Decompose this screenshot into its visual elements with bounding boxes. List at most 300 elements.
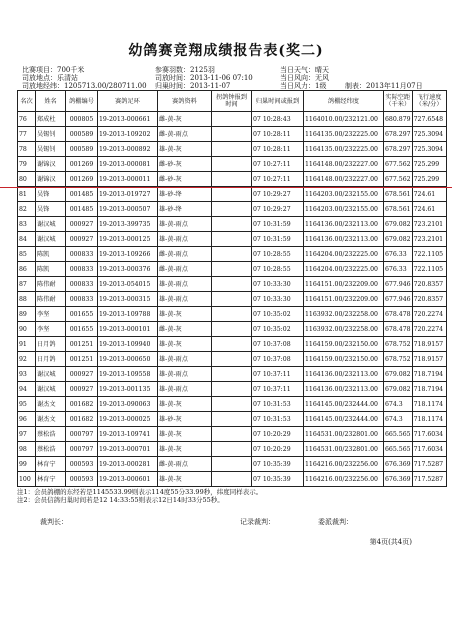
rank-cell: 82 xyxy=(18,202,36,217)
speed-cell: 718.7194 xyxy=(412,382,446,397)
referee-signature: 裁判长： xyxy=(40,518,68,526)
loft-no-cell: 001269 xyxy=(66,157,98,172)
info-cell: 雄-黄-灰 xyxy=(158,142,212,157)
meta-wind: 当日风向：无风 xyxy=(280,74,329,82)
table-row xyxy=(18,397,447,412)
info-cell: 雌-黄-雨点 xyxy=(158,262,212,277)
info-cell: 雄-黄-灰 xyxy=(158,442,212,457)
info-cell: 雄-黄-灰 xyxy=(158,472,212,487)
name-cell: 李坚 xyxy=(36,307,66,322)
ring-cell: 19-2013-000025 xyxy=(98,412,158,427)
header-distance: 实际空距（千米） xyxy=(384,91,413,112)
rank-cell: 86 xyxy=(18,262,36,277)
distance-cell: 678.478 xyxy=(384,307,413,322)
clock-cell xyxy=(212,352,252,367)
rank-cell: 99 xyxy=(18,457,36,472)
distance-cell: 677.562 xyxy=(384,157,413,172)
coords-cell: 1164145.00/232444.00 xyxy=(304,412,384,427)
return-time-cell: 07 10:37:11 xyxy=(252,367,304,382)
return-time-cell: 07 10:35:39 xyxy=(252,472,304,487)
speed-cell: 717.5287 xyxy=(412,472,446,487)
coords-cell: 1164203.00/232155.00 xyxy=(304,187,384,202)
meta-return-time: 归巢时间：2013-11-07 xyxy=(155,82,231,90)
name-cell: 李坚 xyxy=(36,322,66,337)
rank-cell: 91 xyxy=(18,337,36,352)
rank-cell: 96 xyxy=(18,412,36,427)
recorder-signature: 记录裁判： xyxy=(240,518,275,526)
distance-cell: 676.33 xyxy=(384,262,413,277)
meta-release-place: 司放地点：乐清站 xyxy=(22,74,78,82)
table-row xyxy=(18,412,447,427)
name-cell: 吴锋 xyxy=(36,187,66,202)
meta-release-time: 司放时间：2013-11-06 07:10 xyxy=(155,74,253,82)
info-cell: 雌-黄-灰 xyxy=(158,322,212,337)
name-cell: 谢汉城 xyxy=(36,382,66,397)
coords-cell: 1164151.00/232209.00 xyxy=(304,292,384,307)
rank-cell: 77 xyxy=(18,127,36,142)
return-time-cell: 07 10:28:55 xyxy=(252,247,304,262)
distance-cell: 674.3 xyxy=(384,412,413,427)
coords-cell: 1164216.00/232256.00 xyxy=(304,457,384,472)
table-row xyxy=(18,232,447,247)
table-row xyxy=(18,322,447,337)
return-time-cell: 07 10:35:39 xyxy=(252,457,304,472)
info-cell: 雄-黄-雨点 xyxy=(158,367,212,382)
info-cell: 雄-黄-灰 xyxy=(158,307,212,322)
speed-cell: 720.2274 xyxy=(412,322,446,337)
speed-cell: 725.299 xyxy=(412,157,446,172)
coords-cell: 1164204.00/232225.00 xyxy=(304,247,384,262)
return-time-cell: 07 10:31:53 xyxy=(252,397,304,412)
coords-cell: 1163932.00/232258.00 xyxy=(304,307,384,322)
ring-cell: 19-2013-399735 xyxy=(98,217,158,232)
info-cell: 雌-砂-灰 xyxy=(158,157,212,172)
speed-cell: 717.5287 xyxy=(412,457,446,472)
return-time-cell: 07 10:20:29 xyxy=(252,442,304,457)
name-cell: 蔡松浩 xyxy=(36,427,66,442)
speed-cell: 722.1105 xyxy=(412,262,446,277)
table-row xyxy=(18,127,447,142)
distance-cell: 677.562 xyxy=(384,172,413,187)
distance-cell: 679.082 xyxy=(384,232,413,247)
coords-cell: 1164135.00/232225.00 xyxy=(304,142,384,157)
name-cell: 陈凯 xyxy=(36,247,66,262)
loft-no-cell: 001682 xyxy=(66,397,98,412)
rank-cell: 97 xyxy=(18,427,36,442)
info-cell: 雄-黄-灰 xyxy=(158,397,212,412)
header-speed: 飞行速度（米/分） xyxy=(412,91,446,112)
coords-cell: 1164204.00/232225.00 xyxy=(304,262,384,277)
speed-cell: 725.299 xyxy=(412,172,446,187)
rank-cell: 93 xyxy=(18,367,36,382)
name-cell: 吴锋 xyxy=(36,202,66,217)
clock-cell xyxy=(212,382,252,397)
speed-cell: 720.2274 xyxy=(412,307,446,322)
clock-cell xyxy=(212,472,252,487)
return-time-cell: 07 10:27:11 xyxy=(252,157,304,172)
name-cell: 林育宁 xyxy=(36,472,66,487)
table-row xyxy=(18,292,447,307)
ring-cell: 19-2013-109266 xyxy=(98,247,158,262)
ring-cell: 19-2013-000081 xyxy=(98,157,158,172)
coords-cell: 1164151.00/232209.00 xyxy=(304,277,384,292)
name-cell: 陈凯 xyxy=(36,262,66,277)
ring-cell: 19-2013-000701 xyxy=(98,442,158,457)
return-time-cell: 07 10:37:11 xyxy=(252,382,304,397)
distance-cell: 679.082 xyxy=(384,367,413,382)
table-row xyxy=(18,142,447,157)
table-row xyxy=(18,442,447,457)
info-cell: 雄-砂-绛 xyxy=(158,202,212,217)
table-row xyxy=(18,337,447,352)
rank-cell: 84 xyxy=(18,232,36,247)
coords-cell: 1164136.00/232113.00 xyxy=(304,367,384,382)
clock-cell xyxy=(212,307,252,322)
ring-cell: 19-2013-000892 xyxy=(98,142,158,157)
header-rank: 名次 xyxy=(18,91,36,112)
loft-no-cell: 001682 xyxy=(66,412,98,427)
meta-count: 参赛羽数：2125羽 xyxy=(155,66,215,74)
report-title: 幼鸽赛竞翔成绩报告表(奖二) xyxy=(128,43,324,59)
coords-cell: 1164531.00/232801.00 xyxy=(304,427,384,442)
return-time-cell: 07 10:35:02 xyxy=(252,307,304,322)
info-cell: 雄-黄-雨点 xyxy=(158,292,212,307)
results-table xyxy=(17,90,447,487)
clock-cell xyxy=(212,277,252,292)
ring-cell: 19-2013-109788 xyxy=(98,307,158,322)
distance-cell: 677.946 xyxy=(384,277,413,292)
speed-cell: 717.6034 xyxy=(412,427,446,442)
table-row xyxy=(18,352,447,367)
clock-cell xyxy=(212,442,252,457)
info-cell: 雄-黄-雨点 xyxy=(158,352,212,367)
ring-cell: 19-2013-000315 xyxy=(98,292,158,307)
coords-cell: 1164216.00/232256.00 xyxy=(304,472,384,487)
ring-cell: 19-2013-001135 xyxy=(98,382,158,397)
loft-no-cell: 000589 xyxy=(66,142,98,157)
ring-cell: 19-2013-000281 xyxy=(98,457,158,472)
coords-cell: 1164135.00/232225.00 xyxy=(304,127,384,142)
name-cell: 谢杰文 xyxy=(36,412,66,427)
clock-cell xyxy=(212,217,252,232)
loft-no-cell: 000927 xyxy=(66,367,98,382)
name-cell: 日月鸽 xyxy=(36,337,66,352)
name-cell: 谢杰文 xyxy=(36,397,66,412)
loft-no-cell: 001485 xyxy=(66,187,98,202)
table-row xyxy=(18,262,447,277)
table-row xyxy=(18,307,447,322)
speed-cell: 724.61 xyxy=(412,187,446,202)
coords-cell: 1164159.00/232150.00 xyxy=(304,337,384,352)
distance-cell: 678.752 xyxy=(384,352,413,367)
loft-no-cell: 000797 xyxy=(66,427,98,442)
note-2: 注2：会员信鸽归巢时间若是12 14:33:55则表示12日14时33分55秒。 xyxy=(17,496,224,504)
return-time-cell: 07 10:29:27 xyxy=(252,202,304,217)
return-time-cell: 07 10:28:11 xyxy=(252,127,304,142)
name-cell: 谢锦汉 xyxy=(36,157,66,172)
return-time-cell: 07 10:31:53 xyxy=(252,412,304,427)
loft-no-cell: 001655 xyxy=(66,307,98,322)
speed-cell: 720.8357 xyxy=(412,292,446,307)
red-divider-line xyxy=(0,187,452,188)
info-cell: 雌-黄-雨点 xyxy=(158,127,212,142)
name-cell: 吴锡钊 xyxy=(36,142,66,157)
name-cell: 蔡松浩 xyxy=(36,442,66,457)
clock-cell xyxy=(212,127,252,142)
rank-cell: 87 xyxy=(18,277,36,292)
distance-cell: 676.369 xyxy=(384,457,413,472)
name-cell: 日月鸽 xyxy=(36,352,66,367)
loft-no-cell: 000833 xyxy=(66,262,98,277)
ring-cell: 19-2013-000376 xyxy=(98,262,158,277)
rank-cell: 95 xyxy=(18,397,36,412)
rank-cell: 80 xyxy=(18,172,36,187)
info-cell: 雄-黄-雨点 xyxy=(158,382,212,397)
clock-cell xyxy=(212,292,252,307)
coords-cell: 1164148.00/232227.00 xyxy=(304,172,384,187)
table-row xyxy=(18,112,447,127)
rank-cell: 76 xyxy=(18,112,36,127)
coords-cell: 1164203.00/232155.00 xyxy=(304,202,384,217)
rank-cell: 98 xyxy=(18,442,36,457)
speed-cell: 722.1105 xyxy=(412,247,446,262)
speed-cell: 717.6034 xyxy=(412,442,446,457)
table-row xyxy=(18,427,447,442)
coords-cell: 1163932.00/232258.00 xyxy=(304,322,384,337)
distance-cell: 678.561 xyxy=(384,202,413,217)
table-row xyxy=(18,367,447,382)
info-cell: 雌-砂-灰 xyxy=(158,172,212,187)
coords-cell: 1164159.00/232150.00 xyxy=(304,352,384,367)
speed-cell: 725.3094 xyxy=(412,127,446,142)
loft-no-cell: 000833 xyxy=(66,277,98,292)
speed-cell: 724.61 xyxy=(412,202,446,217)
loft-no-cell: 001251 xyxy=(66,352,98,367)
clock-cell xyxy=(212,457,252,472)
distance-cell: 680.879 xyxy=(384,112,413,127)
distance-cell: 676.369 xyxy=(384,472,413,487)
ring-cell: 19-2013-054015 xyxy=(98,277,158,292)
return-time-cell: 07 10:31:59 xyxy=(252,217,304,232)
return-time-cell: 07 10:33:30 xyxy=(252,292,304,307)
speed-cell: 723.2101 xyxy=(412,232,446,247)
return-time-cell: 07 10:35:02 xyxy=(252,322,304,337)
loft-no-cell: 001485 xyxy=(66,202,98,217)
loft-no-cell: 000593 xyxy=(66,472,98,487)
header-info: 赛鸽资料 xyxy=(158,91,212,112)
distance-cell: 678.478 xyxy=(384,322,413,337)
return-time-cell: 07 10:37:08 xyxy=(252,337,304,352)
loft-no-cell: 000927 xyxy=(66,217,98,232)
rank-cell: 85 xyxy=(18,247,36,262)
coords-cell: 1164148.00/232227.00 xyxy=(304,157,384,172)
meta-weather: 当日天气：晴天 xyxy=(280,66,329,74)
clock-cell xyxy=(212,247,252,262)
ring-cell: 19-2013-109741 xyxy=(98,427,158,442)
loft-no-cell: 000927 xyxy=(66,232,98,247)
info-cell: 雄-黄-灰 xyxy=(158,337,212,352)
coords-cell: 1164136.00/232113.00 xyxy=(304,382,384,397)
distance-cell: 679.082 xyxy=(384,382,413,397)
header-clock-time: 拐鸽钟报到时间 xyxy=(212,91,252,112)
loft-no-cell: 000833 xyxy=(66,292,98,307)
name-cell: 谢汉城 xyxy=(36,217,66,232)
clock-cell xyxy=(212,427,252,442)
loft-no-cell: 001251 xyxy=(66,337,98,352)
meta-wind-force: 当日风力：1级 xyxy=(280,82,327,90)
ring-cell: 19-2013-000125 xyxy=(98,232,158,247)
speed-cell: 727.6548 xyxy=(412,112,446,127)
table-row xyxy=(18,472,447,487)
clock-cell xyxy=(212,397,252,412)
return-time-cell: 07 10:20:29 xyxy=(252,427,304,442)
speed-cell: 718.1174 xyxy=(412,397,446,412)
ring-cell: 19-2013-000011 xyxy=(98,172,158,187)
ring-cell: 19-2013-019727 xyxy=(98,187,158,202)
coords-cell: 1164136.00/232113.00 xyxy=(304,217,384,232)
speed-cell: 718.9157 xyxy=(412,352,446,367)
meta-release-coord: 司放地经纬：1205713.00/280711.00 xyxy=(22,82,147,90)
table-row xyxy=(18,247,447,262)
ring-cell: 19-2013-090063 xyxy=(98,397,158,412)
clock-cell xyxy=(212,322,252,337)
rank-cell: 88 xyxy=(18,292,36,307)
clock-cell xyxy=(212,142,252,157)
coords-cell: 1164531.00/232801.00 xyxy=(304,442,384,457)
loft-no-cell: 000805 xyxy=(66,112,98,127)
rank-cell: 79 xyxy=(18,157,36,172)
table-row xyxy=(18,217,447,232)
header-loft-no: 鸽棚编号 xyxy=(66,91,98,112)
rank-cell: 90 xyxy=(18,322,36,337)
info-cell: 雌-黄-灰 xyxy=(158,112,212,127)
page-number: 第4页(共4页) xyxy=(369,538,412,546)
loft-no-cell: 000797 xyxy=(66,442,98,457)
table-row xyxy=(18,382,447,397)
return-time-cell: 07 10:28:55 xyxy=(252,262,304,277)
meta-made: 制表：2013年11月07日 xyxy=(345,82,423,90)
rank-cell: 78 xyxy=(18,142,36,157)
distance-cell: 679.082 xyxy=(384,217,413,232)
speed-cell: 718.9157 xyxy=(412,337,446,352)
ring-cell: 19-2013-000650 xyxy=(98,352,158,367)
info-cell: 雌-黄-雨点 xyxy=(158,247,212,262)
ring-cell: 19-2013-000101 xyxy=(98,322,158,337)
return-time-cell: 07 10:28:43 xyxy=(252,112,304,127)
clock-cell xyxy=(212,187,252,202)
distance-cell: 678.297 xyxy=(384,127,413,142)
info-cell: 雄-黄-雨点 xyxy=(158,232,212,247)
name-cell: 谢汉城 xyxy=(36,367,66,382)
return-time-cell: 07 10:33:30 xyxy=(252,277,304,292)
clock-cell xyxy=(212,337,252,352)
rank-cell: 100 xyxy=(18,472,36,487)
return-time-cell: 07 10:31:59 xyxy=(252,232,304,247)
distance-cell: 678.752 xyxy=(384,337,413,352)
rank-cell: 94 xyxy=(18,382,36,397)
loft-no-cell: 000589 xyxy=(66,127,98,142)
info-cell: 雄-黄-雨点 xyxy=(158,217,212,232)
clock-cell xyxy=(212,202,252,217)
ring-cell: 19-2013-109558 xyxy=(98,367,158,382)
header-name: 姓名 xyxy=(36,91,66,112)
table-row xyxy=(18,187,447,202)
clock-cell xyxy=(212,157,252,172)
name-cell: 谢汉城 xyxy=(36,232,66,247)
ring-cell: 19-2013-000661 xyxy=(98,112,158,127)
rank-cell: 89 xyxy=(18,307,36,322)
table-row xyxy=(18,457,447,472)
clock-cell xyxy=(212,232,252,247)
header-ring: 赛鸽足环 xyxy=(98,91,158,112)
table-row xyxy=(18,202,447,217)
name-cell: 陈伟耐 xyxy=(36,292,66,307)
speed-cell: 718.1174 xyxy=(412,412,446,427)
ring-cell: 19-2013-109940 xyxy=(98,337,158,352)
info-cell: 雄-砂-绛 xyxy=(158,187,212,202)
distance-cell: 676.33 xyxy=(384,247,413,262)
coords-cell: 1164136.00/232113.00 xyxy=(304,232,384,247)
rank-cell: 81 xyxy=(18,187,36,202)
return-time-cell: 07 10:28:11 xyxy=(252,142,304,157)
clock-cell xyxy=(212,172,252,187)
table-row xyxy=(18,277,447,292)
loft-no-cell: 000833 xyxy=(66,247,98,262)
info-cell: 雄-黄-灰 xyxy=(158,427,212,442)
header-return-time: 归巢时间或报到 xyxy=(252,91,304,112)
speed-cell: 723.2101 xyxy=(412,217,446,232)
distance-cell: 665.565 xyxy=(384,427,413,442)
name-cell: 郑成杜 xyxy=(36,112,66,127)
ring-cell: 19-2013-109202 xyxy=(98,127,158,142)
ring-cell: 19-2013-000601 xyxy=(98,472,158,487)
speed-cell: 725.3094 xyxy=(412,142,446,157)
rank-cell: 83 xyxy=(18,217,36,232)
speed-cell: 720.8357 xyxy=(412,277,446,292)
rank-cell: 92 xyxy=(18,352,36,367)
distance-cell: 677.946 xyxy=(384,292,413,307)
name-cell: 陈伟耐 xyxy=(36,277,66,292)
loft-no-cell: 001269 xyxy=(66,172,98,187)
info-cell: 雄-黄-雨点 xyxy=(158,277,212,292)
name-cell: 林育宁 xyxy=(36,457,66,472)
table-header-row xyxy=(18,91,447,112)
coords-cell: 1164010.00/232121.00 xyxy=(304,112,384,127)
distance-cell: 665.565 xyxy=(384,442,413,457)
clock-cell xyxy=(212,412,252,427)
clock-cell xyxy=(212,112,252,127)
distance-cell: 674.3 xyxy=(384,397,413,412)
distance-cell: 678.561 xyxy=(384,187,413,202)
name-cell: 吴锡钊 xyxy=(36,127,66,142)
loft-no-cell: 000927 xyxy=(66,382,98,397)
committee-signature: 委派裁判： xyxy=(318,518,353,526)
table-row xyxy=(18,157,447,172)
clock-cell xyxy=(212,367,252,382)
meta-race: 比赛项目：700千米 xyxy=(22,66,85,74)
note-1: 注1：会员鸽棚的东经若是1145533.99则表示114度55分33.99秒，纬度同样表示。 xyxy=(17,488,263,496)
clock-cell xyxy=(212,262,252,277)
speed-cell: 718.7194 xyxy=(412,367,446,382)
loft-no-cell: 001655 xyxy=(66,322,98,337)
name-cell: 谢锦汉 xyxy=(36,172,66,187)
return-time-cell: 07 10:37:08 xyxy=(252,352,304,367)
ring-cell: 19-2013-000507 xyxy=(98,202,158,217)
return-time-cell: 07 10:27:11 xyxy=(252,172,304,187)
table-row xyxy=(18,172,447,187)
loft-no-cell: 000593 xyxy=(66,457,98,472)
info-cell: 雌-黄-雨点 xyxy=(158,457,212,472)
